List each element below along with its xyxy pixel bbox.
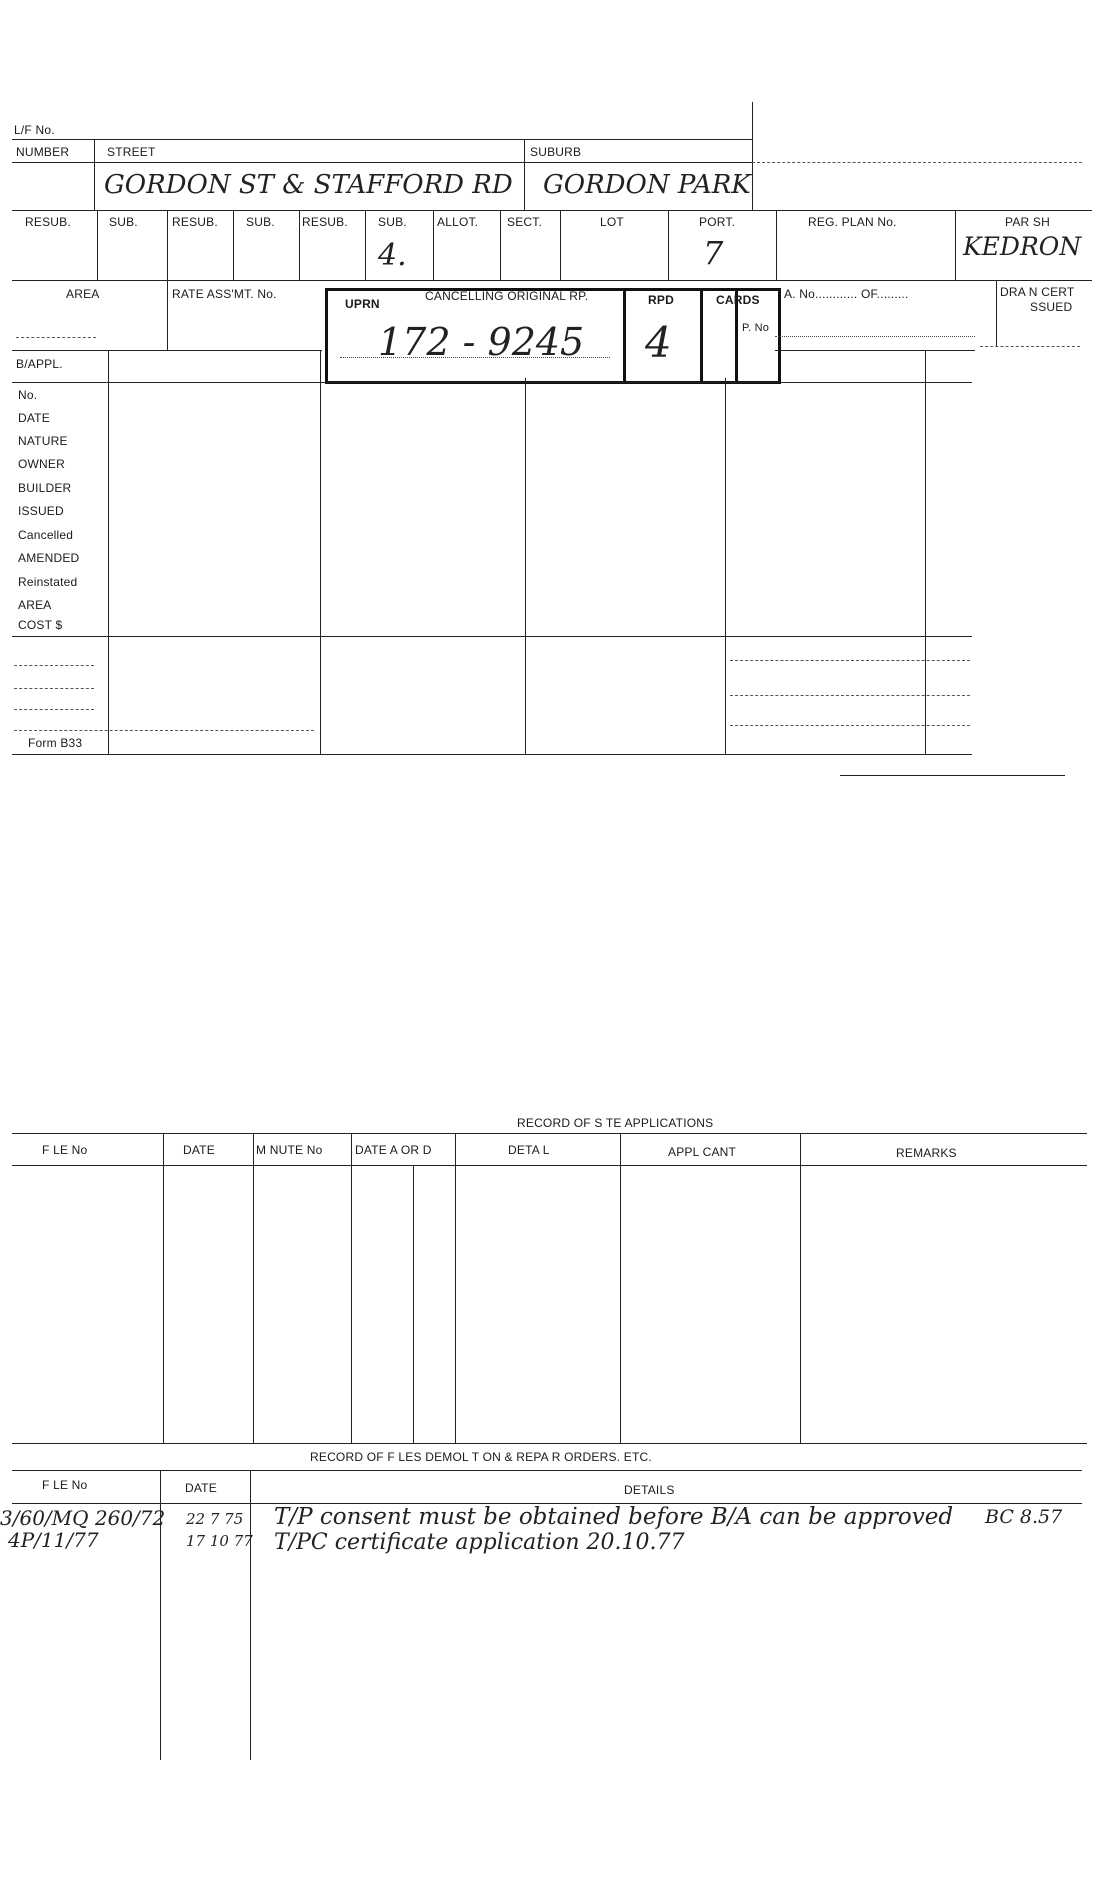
row-label-area: AREA	[18, 598, 52, 612]
resub-label-2: RESUB.	[172, 215, 218, 229]
number-label: NUMBER	[16, 145, 70, 159]
file-details-value: T/PC certificate application 20.10.77	[274, 1530, 685, 1555]
sect-label: SECT.	[507, 215, 543, 229]
row-label-issued: ISSUED	[18, 504, 64, 518]
col-details: DETAILS	[624, 1483, 675, 1497]
row-label-amended: AMENDED	[18, 551, 80, 565]
col-date-a-or-d: DATE A OR D	[355, 1143, 432, 1157]
col-applicant: APPL CANT	[668, 1145, 737, 1159]
reg-plan-label: REG. PLAN No.	[808, 215, 897, 229]
suburb-value: GORDON PARK	[543, 170, 751, 200]
port-value: 7	[703, 234, 724, 272]
a-no-label: A. No............ OF.........	[784, 287, 909, 301]
col-date: DATE	[185, 1481, 217, 1495]
row-label-owner: OWNER	[18, 457, 65, 471]
col-detail: DETA L	[508, 1143, 550, 1157]
b-appl-label: B/APPL.	[16, 357, 63, 371]
file-date-value: 22 7 75	[186, 1510, 244, 1528]
row-label-no: No.	[18, 388, 38, 402]
rate-assessment-label: RATE ASS'MT. No.	[172, 287, 277, 301]
row-label-nature: NATURE	[18, 434, 68, 448]
lot-label: LOT	[600, 215, 624, 229]
sub-label-1: SUB.	[109, 215, 138, 229]
row-label-reinstated: Reinstated	[18, 575, 78, 589]
uprn-label: UPRN	[345, 297, 380, 311]
site-applications-title: RECORD OF S TE APPLICATIONS	[517, 1116, 714, 1130]
col-file-no: F LE No	[42, 1478, 88, 1492]
p-no-label: P. No	[742, 322, 770, 334]
col-minute-no: M NUTE No	[256, 1143, 323, 1157]
col-date: DATE	[183, 1143, 215, 1157]
file-no-value: 4P/11/77	[8, 1528, 99, 1552]
parish-label: PAR SH	[1005, 215, 1050, 229]
file-no-value: 3/60/MQ 260/72	[0, 1506, 166, 1530]
parish-value: KEDRON	[963, 232, 1082, 261]
port-label: PORT.	[699, 215, 736, 229]
resub-label-1: RESUB.	[25, 215, 71, 229]
sub-value: 4.	[378, 238, 407, 273]
form-number-label: Form B33	[28, 736, 83, 750]
rpd-label: RPD	[648, 293, 674, 307]
row-label-builder: BUILDER	[18, 481, 72, 495]
rpd-value: 4	[645, 318, 672, 367]
street-label: STREET	[107, 145, 156, 159]
resub-label-3: RESUB.	[302, 215, 348, 229]
lf-no-label: L/F No.	[14, 123, 55, 137]
drain-cert-label: DRA N CERT	[1000, 285, 1075, 299]
area-label: AREA	[66, 287, 100, 301]
drain-cert-issued-label: SSUED	[1030, 300, 1073, 314]
row-label-date: DATE	[18, 411, 50, 425]
col-remarks: REMARKS	[896, 1146, 957, 1160]
files-title: RECORD OF F LES DEMOL T ON & REPA R ORDERS. ETC.	[310, 1450, 652, 1464]
col-file-no: F LE No	[42, 1143, 88, 1157]
file-date-value: 17 10 77	[186, 1532, 253, 1550]
initials-value: BC 8.57	[985, 1506, 1063, 1528]
row-label-cancelled: Cancelled	[18, 528, 74, 542]
file-details-value: T/P consent must be obtained before B/A can be approved	[274, 1504, 954, 1530]
uprn-value: 172 - 9245	[378, 320, 585, 364]
sub-label-2: SUB.	[246, 215, 275, 229]
row-label-cost: COST $	[18, 618, 63, 632]
allot-label: ALLOT.	[437, 215, 479, 229]
sub-label-3: SUB.	[378, 215, 407, 229]
cards-label: CARDS	[716, 293, 760, 307]
suburb-label: SUBURB	[530, 145, 582, 159]
cancelling-label: CANCELLING ORIGINAL RP.	[425, 289, 589, 303]
street-value: GORDON ST & STAFFORD RD	[104, 170, 513, 200]
